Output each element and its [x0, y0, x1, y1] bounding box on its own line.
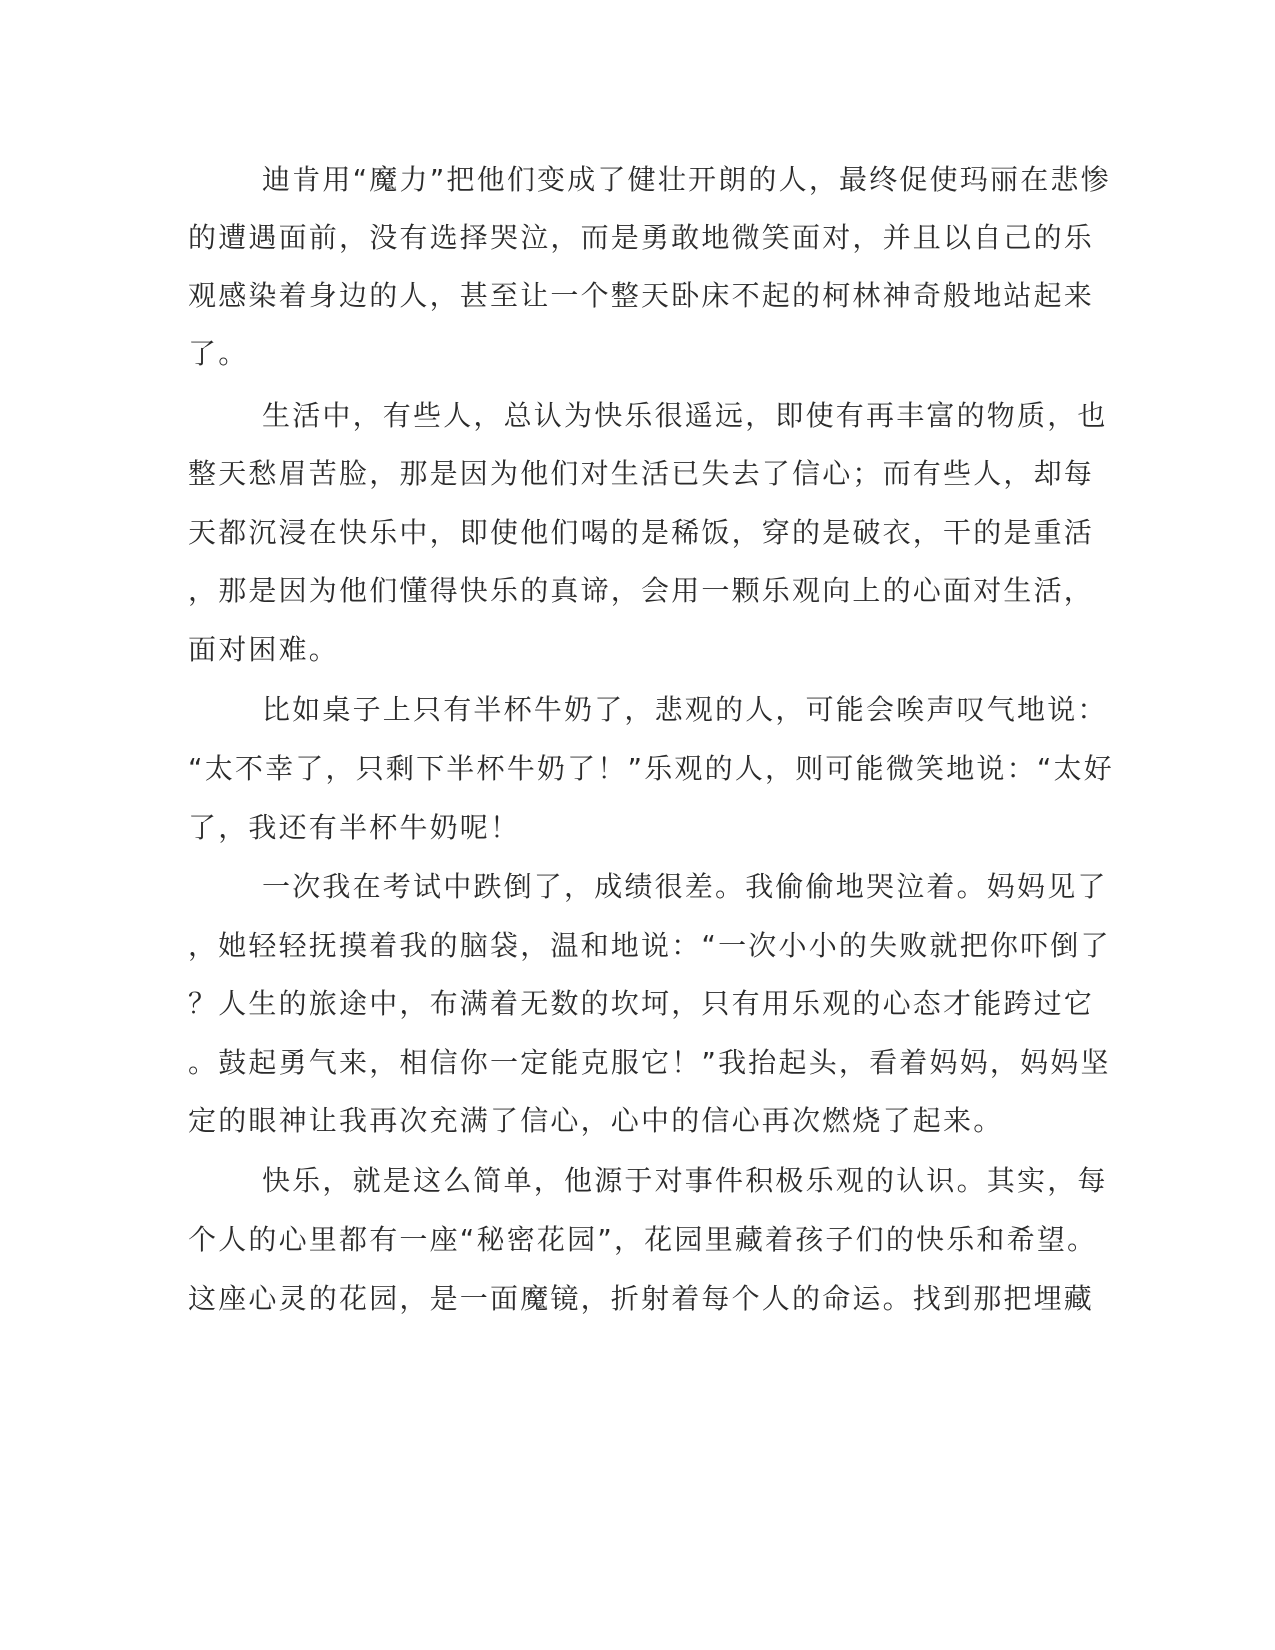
paragraph-3-line-1: 比如桌子上只有半杯牛奶了，悲观的人，可能会唉声叹气地说： [262, 693, 1108, 726]
paragraph-4-line-1: 一次我在考试中跌倒了，成绩很差。我偷偷地哭泣着。妈妈见了 [262, 870, 1108, 903]
paragraph-2-line-5: 面对困难。 [188, 633, 340, 666]
paragraph-1-line-4: 了。 [188, 337, 249, 370]
paragraph-4-line-2: ，她轻轻抚摸着我的脑袋，温和地说：“一次小小的失败就把你吓倒了 [188, 929, 1111, 962]
paragraph-4-line-4: 。鼓起勇气来，相信你一定能克服它！”我抬起头，看着妈妈，妈妈坚 [188, 1046, 1111, 1079]
paragraph-4-line-5: 定的眼神让我再次充满了信心，心中的信心再次燃烧了起来。 [188, 1104, 1004, 1137]
paragraph-1-line-3: 观感染着身边的人，甚至让一个整天卧床不起的柯林神奇般地站起来 [188, 279, 1095, 312]
paragraph-4-line-3: ？人生的旅途中，布满着无数的坎坷，只有用乐观的心态才能跨过它 [188, 987, 1095, 1020]
paragraph-2-line-2: 整天愁眉苦脸，那是因为他们对生活已失去了信心；而有些人，却每 [188, 457, 1095, 490]
paragraph-2-line-1: 生活中，有些人，总认为快乐很遥远，即使有再丰富的物质，也 [262, 399, 1108, 432]
paragraph-1-line-1: 迪肯用“魔力”把他们变成了健壮开朗的人，最终促使玛丽在悲惨 [262, 163, 1111, 196]
paragraph-2-line-4: ，那是因为他们懂得快乐的真谛，会用一颗乐观向上的心面对生活， [188, 574, 1095, 607]
paragraph-3-line-2: “太不幸了，只剩下半杯牛奶了！”乐观的人，则可能微笑地说：“太好 [188, 752, 1114, 785]
paragraph-5-line-1: 快乐，就是这么简单，他源于对事件积极乐观的认识。其实，每 [262, 1164, 1108, 1197]
paragraph-3-line-3: 了，我还有半杯牛奶呢！ [188, 811, 521, 844]
paragraph-5-line-3: 这座心灵的花园，是一面魔镜，折射着每个人的命运。找到那把埋藏 [188, 1282, 1095, 1315]
paragraph-1-line-2: 的遭遇面前，没有选择哭泣，而是勇敢地微笑面对，并且以自己的乐 [188, 221, 1095, 254]
paragraph-2-line-3: 天都沉浸在快乐中，即使他们喝的是稀饭，穿的是破衣，干的是重活 [188, 516, 1095, 549]
paragraph-5-line-2: 个人的心里都有一座“秘密花园”，花园里藏着孩子们的快乐和希望。 [188, 1223, 1098, 1256]
